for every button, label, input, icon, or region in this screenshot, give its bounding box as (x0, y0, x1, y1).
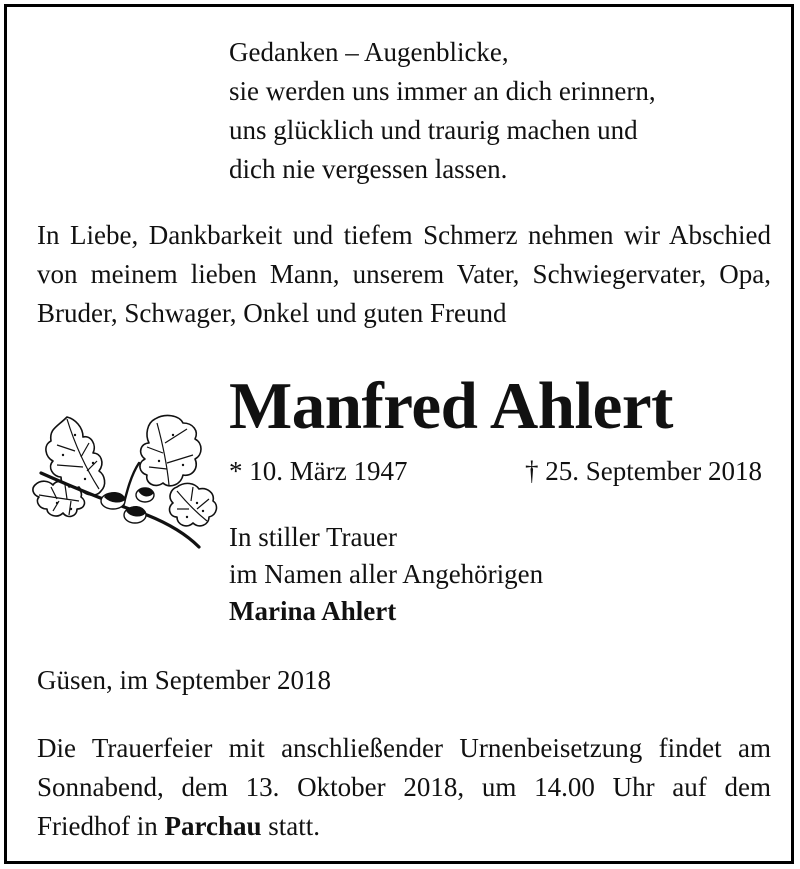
poem-line: uns glücklich und traurig machen und (229, 115, 638, 145)
signer-name: Marina Ahlert (229, 596, 397, 626)
oak-leaves-acorns-icon (27, 405, 227, 555)
poem (229, 33, 656, 189)
family-line: im Namen aller Angehörigen (229, 559, 544, 589)
ceremony-text (37, 729, 771, 846)
mourners-block (229, 519, 543, 630)
poem-line: dich nie vergessen lassen. (229, 154, 508, 184)
life-dates (229, 453, 762, 489)
poem-line: sie werden uns immer an dich erinnern, (229, 76, 656, 106)
obituary-notice (4, 4, 794, 864)
ceremony-text-after: statt. (261, 811, 321, 841)
ceremony-text-before: Die Trauerfeier mit anschließender Urnenbeisetzung findet am Sonnabend, dem 13. Oktober 2018, um 14.00 Uhr auf dem Friedhof in (37, 733, 771, 841)
deceased-name: Manfred Ahlert (229, 369, 673, 443)
mourning-line: In stiller Trauer (229, 522, 397, 552)
poem-line: Gedanken – Augenblicke, (229, 37, 509, 67)
place-date: Güsen, im September 2018 (37, 665, 331, 695)
intro-text: In Liebe, Dankbarkeit und tiefem Schmerz nehmen wir Abschied von meinem lieben Mann, unserem Vater, Schwiegervater, Opa, Bruder, Schwager, Onkel und guten Freund (37, 220, 771, 328)
death-date: † 25. September 2018 (525, 456, 762, 486)
birth-date: * 10. März 1947 (229, 456, 408, 486)
ceremony-place: Parchau (164, 811, 262, 841)
